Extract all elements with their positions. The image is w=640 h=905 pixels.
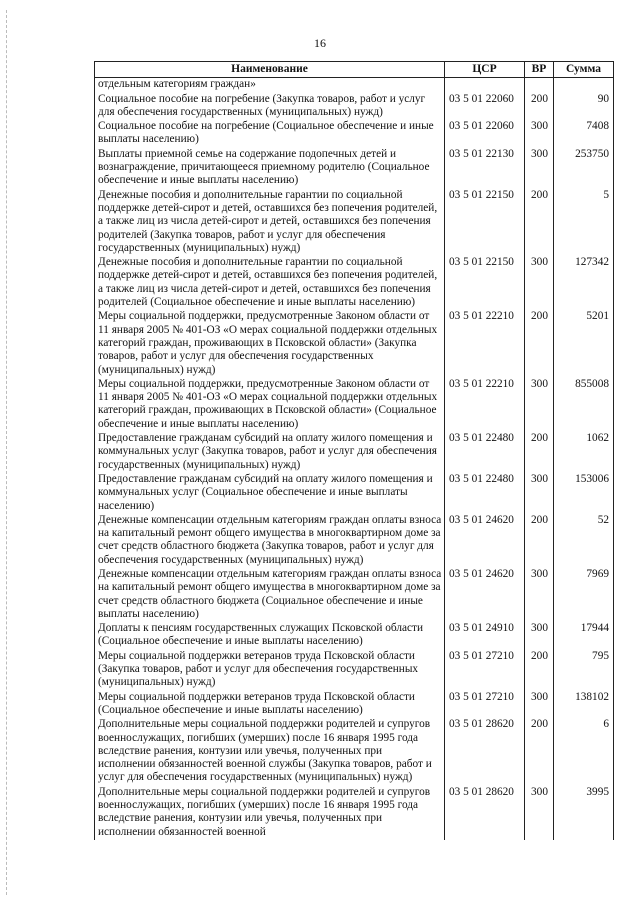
row-csr-cell: 03 5 01 28620 xyxy=(445,786,525,840)
table-row xyxy=(95,432,614,473)
table-row xyxy=(95,786,614,840)
row-name-cell: Социальное пособие на погребение (Социальное обеспечение и иные выплаты населению) xyxy=(95,120,445,148)
row-sum-cell: 7408 xyxy=(554,120,614,148)
table-row xyxy=(95,691,614,719)
row-vr-cell: 200 xyxy=(525,650,554,691)
row-name-cell: Меры социальной поддержки, предусмотренные Законом области от 11 января 2005 № 401-ОЗ «О мерах социальной поддержки отдельных категорий граждан, проживающих в Псковской области» (Социальное обеспечение и иные выплаты населению) xyxy=(95,378,445,432)
row-csr-cell: 03 5 01 24620 xyxy=(445,514,525,568)
table-row xyxy=(95,568,614,622)
table-body xyxy=(95,78,614,840)
row-name-cell: Доплаты к пенсиям государственных служащих Псковской области (Социальное обеспечение и иные выплаты населению) xyxy=(95,622,445,650)
row-sum-cell: 5201 xyxy=(554,310,614,377)
row-csr-cell: 03 5 01 28620 xyxy=(445,718,525,785)
scan-edge-mark xyxy=(6,10,8,895)
row-name-cell: Дополнительные меры социальной поддержки родителей и супругов военнослужащих, погибших (умерших) после 16 января 1995 года вследствие ранения, контузии или увечья, полученных при исполнении обязанностей военной службы (Закупка товаров, работ и услуг для обеспечения государственных (муниципальных) нужд) xyxy=(95,718,445,785)
row-csr-cell: 03 5 01 22060 xyxy=(445,120,525,148)
row-csr-cell: 03 5 01 22150 xyxy=(445,189,525,256)
table-row xyxy=(95,148,614,189)
row-name-cell: Меры социальной поддержки ветеранов труда Псковской области (Закупка товаров, работ и услуг для обеспечения государственных (муниципальных) нужд) xyxy=(95,650,445,691)
row-vr-cell xyxy=(525,78,554,93)
row-vr-cell: 200 xyxy=(525,310,554,377)
row-sum-cell: 3995 xyxy=(554,786,614,840)
row-sum-cell: 52 xyxy=(554,514,614,568)
row-vr-cell: 300 xyxy=(525,473,554,514)
row-csr-cell: 03 5 01 22210 xyxy=(445,310,525,377)
row-sum-cell: 253750 xyxy=(554,148,614,189)
row-name-cell: Выплаты приемной семье на содержание подопечных детей и вознаграждение, причитающееся приемному родителю (Социальное обеспечение и иные выплаты населению) xyxy=(95,148,445,189)
row-csr-cell: 03 5 01 22130 xyxy=(445,148,525,189)
row-csr-cell: 03 5 01 22060 xyxy=(445,93,525,121)
row-vr-cell: 300 xyxy=(525,786,554,840)
header-name: Наименование xyxy=(95,62,445,78)
row-vr-cell: 200 xyxy=(525,93,554,121)
row-name-cell: отдельным категориям граждан» xyxy=(95,78,445,93)
row-name-cell: Социальное пособие на погребение (Закупка товаров, работ и услуг для обеспечения государственных (муниципальных) нужд) xyxy=(95,93,445,121)
row-sum-cell: 90 xyxy=(554,93,614,121)
table-row xyxy=(95,473,614,514)
budget-table xyxy=(94,61,614,840)
row-csr-cell: 03 5 01 24620 xyxy=(445,568,525,622)
row-sum-cell: 153006 xyxy=(554,473,614,514)
row-vr-cell: 300 xyxy=(525,256,554,310)
table-row xyxy=(95,718,614,785)
table-row xyxy=(95,514,614,568)
row-vr-cell: 200 xyxy=(525,432,554,473)
row-vr-cell: 300 xyxy=(525,120,554,148)
row-name-cell: Дополнительные меры социальной поддержки родителей и супругов военнослужащих, погибших (умерших) после 16 января 1995 года вследствие ранения, контузии или увечья, полученных при исполнении обязанностей военной xyxy=(95,786,445,840)
row-vr-cell: 300 xyxy=(525,691,554,719)
row-sum-cell: 795 xyxy=(554,650,614,691)
row-csr-cell xyxy=(445,78,525,93)
header-vr: ВР xyxy=(525,62,554,78)
table-header-row xyxy=(95,62,614,78)
row-vr-cell: 300 xyxy=(525,148,554,189)
page-number: 16 xyxy=(314,36,326,50)
row-name-cell: Меры социальной поддержки ветеранов труда Псковской области (Социальное обеспечение и иные выплаты населению) xyxy=(95,691,445,719)
row-sum-cell xyxy=(554,78,614,93)
table-row xyxy=(95,189,614,256)
row-csr-cell: 03 5 01 24910 xyxy=(445,622,525,650)
row-name-cell: Меры социальной поддержки, предусмотренные Законом области от 11 января 2005 № 401-ОЗ «О мерах социальной поддержки отдельных категорий граждан, проживающих в Псковской области» (Закупка товаров, работ и услуг для обеспечения государственных (муниципальных) нужд) xyxy=(95,310,445,377)
row-sum-cell: 17944 xyxy=(554,622,614,650)
table-row xyxy=(95,256,614,310)
row-sum-cell: 138102 xyxy=(554,691,614,719)
row-name-cell: Денежные компенсации отдельным категориям граждан оплаты взноса на капитальный ремонт общего имущества в многоквартирном доме за счет средств областного бюджета (Социальное обеспечение и иные выплаты населению) xyxy=(95,568,445,622)
row-vr-cell: 300 xyxy=(525,568,554,622)
row-vr-cell: 200 xyxy=(525,514,554,568)
row-sum-cell: 1062 xyxy=(554,432,614,473)
table-row xyxy=(95,78,614,93)
row-vr-cell: 200 xyxy=(525,718,554,785)
row-vr-cell: 200 xyxy=(525,189,554,256)
row-sum-cell: 5 xyxy=(554,189,614,256)
row-csr-cell: 03 5 01 27210 xyxy=(445,691,525,719)
header-sum: Сумма xyxy=(554,62,614,78)
table-row xyxy=(95,650,614,691)
row-name-cell: Денежные пособия и дополнительные гарантии по социальной поддержке детей-сирот и детей, оставшихся без попечения родителей, а также лиц из числа детей-сирот и детей, оставшихся без попечения родителей (Закупка товаров, работ и услуг для обеспечения государственных (муниципальных) нужд) xyxy=(95,189,445,256)
row-name-cell: Денежные компенсации отдельным категориям граждан оплаты взноса на капитальный ремонт общего имущества в многоквартирном доме за счет средств областного бюджета (Закупка товаров, работ и услуг для обеспечения государственных (муниципальных) нужд) xyxy=(95,514,445,568)
row-vr-cell: 300 xyxy=(525,378,554,432)
row-sum-cell: 6 xyxy=(554,718,614,785)
row-name-cell: Предоставление гражданам субсидий на оплату жилого помещения и коммунальных услуг (Социальное обеспечение и иные выплаты населению) xyxy=(95,473,445,514)
table-row xyxy=(95,93,614,121)
table-row xyxy=(95,378,614,432)
table-row xyxy=(95,310,614,377)
row-sum-cell: 127342 xyxy=(554,256,614,310)
row-csr-cell: 03 5 01 22480 xyxy=(445,432,525,473)
row-csr-cell: 03 5 01 22480 xyxy=(445,473,525,514)
table-row xyxy=(95,120,614,148)
row-name-cell: Предоставление гражданам субсидий на оплату жилого помещения и коммунальных услуг (Закупка товаров, работ и услуг для обеспечения государственных (муниципальных) нужд) xyxy=(95,432,445,473)
header-csr: ЦСР xyxy=(445,62,525,78)
row-csr-cell: 03 5 01 22210 xyxy=(445,378,525,432)
row-csr-cell: 03 5 01 22150 xyxy=(445,256,525,310)
table-row xyxy=(95,622,614,650)
row-sum-cell: 7969 xyxy=(554,568,614,622)
row-csr-cell: 03 5 01 27210 xyxy=(445,650,525,691)
row-name-cell: Денежные пособия и дополнительные гарантии по социальной поддержке детей-сирот и детей, оставшихся без попечения родителей, а также лиц из числа детей-сирот и детей, оставшихся без попечения родителей (Социальное обеспечение и иные выплаты населению) xyxy=(95,256,445,310)
row-vr-cell: 300 xyxy=(525,622,554,650)
row-sum-cell: 855008 xyxy=(554,378,614,432)
